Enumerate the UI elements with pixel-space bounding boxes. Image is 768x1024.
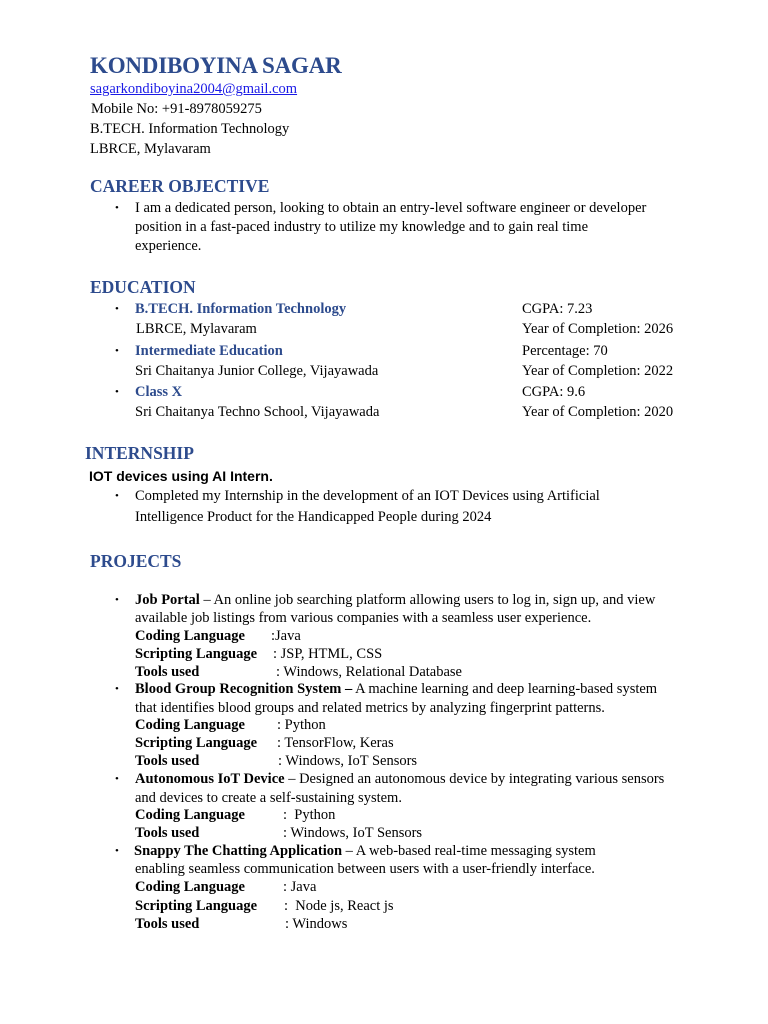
education-institute: LBRCE, Mylavaram	[136, 321, 257, 337]
project-title: Job Portal	[135, 592, 200, 608]
section-heading-objective: CAREER OBJECTIVE	[90, 176, 270, 196]
project-field-label: Tools used	[135, 753, 200, 769]
internship-role: IOT devices using AI Intern.	[89, 468, 273, 484]
project-field-label: Coding Language	[135, 628, 245, 644]
bullet-icon: •	[115, 345, 119, 357]
project-field-label: Tools used	[135, 916, 200, 932]
project-description: that identifies blood groups and related metrics by analyzing fingerprint patterns.	[135, 700, 605, 716]
project-field-value: : TensorFlow, Keras	[277, 735, 394, 751]
objective-line: experience.	[135, 238, 202, 254]
education-score: CGPA: 7.23	[522, 301, 593, 317]
internship-line: Completed my Internship in the development of an IOT Devices using Artificial	[135, 488, 600, 504]
project-title: Blood Group Recognition System –	[135, 681, 353, 697]
project-description: and devices to create a self-sustaining system.	[135, 790, 402, 806]
education-year: Year of Completion: 2026	[522, 321, 674, 337]
project-title-line	[135, 593, 655, 608]
objective-line: position in a fast-paced industry to utilize my knowledge and to gain real time	[135, 219, 589, 235]
project-separator: –	[199, 592, 214, 608]
project-field-value: : Windows, IoT Sensors	[278, 753, 418, 769]
education-title: Class X	[135, 384, 183, 400]
project-field-value: : Windows	[285, 916, 348, 932]
project-title-line	[135, 772, 664, 787]
section-heading-projects: PROJECTS	[90, 551, 182, 571]
section-heading-education: EDUCATION	[90, 277, 196, 297]
project-separator: –	[342, 843, 356, 859]
project-field-label: Coding Language	[135, 879, 245, 895]
project-field-value: : Java	[283, 879, 317, 895]
college-line: LBRCE, Mylavaram	[90, 141, 211, 157]
bullet-icon: •	[115, 386, 119, 398]
project-title-line	[134, 844, 596, 859]
project-field-label: Scripting Language	[135, 898, 258, 914]
project-field-value: : Node js, React js	[284, 898, 394, 914]
project-field-label: Tools used	[135, 664, 200, 680]
education-score: Percentage: 70	[522, 343, 608, 359]
project-field-label: Scripting Language	[135, 646, 258, 662]
education-institute: Sri Chaitanya Techno School, Vijayawada	[135, 404, 380, 420]
section-heading-internship: INTERNSHIP	[85, 443, 194, 463]
degree-line: B.TECH. Information Technology	[90, 121, 290, 137]
bullet-icon: •	[115, 490, 119, 502]
education-year: Year of Completion: 2020	[522, 404, 674, 420]
project-field-value: : Windows, Relational Database	[276, 664, 462, 680]
education-institute: Sri Chaitanya Junior College, Vijayawada	[135, 363, 379, 379]
project-field-value: : Windows, IoT Sensors	[283, 825, 423, 841]
project-title: Autonomous IoT Device	[135, 771, 285, 787]
project-field-label: Coding Language	[135, 717, 245, 733]
education-score: CGPA: 9.6	[522, 384, 586, 400]
project-field-value: : Python	[277, 717, 326, 733]
project-description: available job listings from various companies with a seamless user experience.	[135, 610, 592, 626]
education-title: B.TECH. Information Technology	[135, 301, 347, 317]
project-description: A web-based real-time messaging system	[355, 843, 596, 859]
candidate-name: KONDIBOYINA SAGAR	[90, 53, 342, 78]
bullet-icon: •	[115, 773, 119, 785]
education-title: Intermediate Education	[135, 343, 283, 359]
bullet-icon: •	[115, 683, 119, 695]
education-year: Year of Completion: 2022	[522, 363, 674, 379]
project-description: enabling seamless communication between users with a user-friendly interface.	[135, 861, 595, 877]
project-description: Designed an autonomous device by integrating various sensors	[299, 771, 665, 787]
project-description: An online job searching platform allowing users to log in, sign up, and view	[213, 592, 656, 608]
project-field-value: :Java	[271, 628, 301, 644]
project-field-value: : Python	[283, 807, 336, 823]
internship-line: Intelligence Product for the Handicapped People during 2024	[135, 509, 492, 525]
objective-line: I am a dedicated person, looking to obtain an entry-level software engineer or developer	[135, 200, 647, 216]
email-link[interactable]: sagarkondiboyina2004@gmail.com	[90, 81, 298, 97]
project-title: Snappy The Chatting Application	[134, 843, 343, 859]
project-field-label: Coding Language	[135, 807, 245, 823]
mobile-number: Mobile No: +91-8978059275	[91, 101, 262, 117]
project-title-line	[135, 682, 657, 697]
project-description: A machine learning and deep learning-based system	[355, 681, 658, 697]
project-field-label: Scripting Language	[135, 735, 258, 751]
project-field-value: : JSP, HTML, CSS	[273, 646, 383, 662]
bullet-icon: •	[115, 594, 119, 606]
bullet-icon: •	[115, 845, 119, 857]
bullet-icon: •	[115, 303, 119, 315]
project-field-label: Tools used	[135, 825, 200, 841]
project-separator: –	[284, 771, 300, 787]
bullet-icon: •	[115, 202, 119, 214]
